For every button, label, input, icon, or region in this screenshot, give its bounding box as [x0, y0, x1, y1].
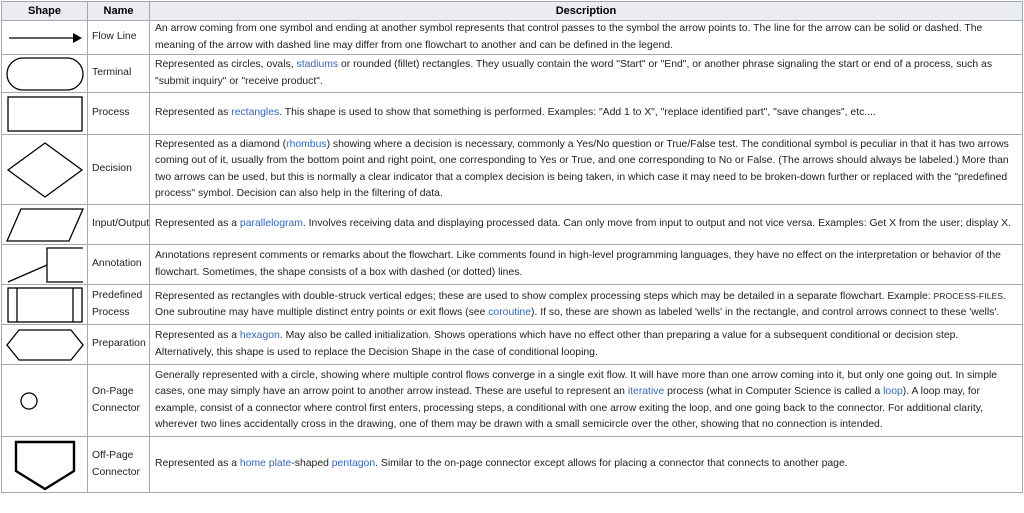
- flowchart-symbols-table: [1, 1, 1023, 493]
- shape-cell: [2, 55, 88, 93]
- description-text: . Similar to the on-page connector except allows for placing a connector that connects to another page.: [375, 458, 848, 470]
- symbol-name: Decision: [88, 135, 150, 205]
- description-text: Annotations represent comments or remarks about the flowchart. Like comments found in high-level programming languages, they have no effect on the interpretation or behavior of the flowchart. Sometimes, the shape consists of a box with dashed (or dotted) lines.: [155, 250, 1001, 278]
- symbol-description: [150, 21, 1023, 55]
- wiki-link[interactable]: pentagon: [331, 458, 376, 470]
- description-text: Represented as circles, ovals,: [155, 59, 297, 70]
- symbol-name: Preparation: [88, 325, 150, 365]
- table-row: [2, 365, 1023, 437]
- symbol-description: [150, 93, 1023, 135]
- description-text: . One subroutine may have multiple distinct entry points or exit flows (see: [155, 290, 1007, 318]
- wiki-link[interactable]: parallelogram: [239, 218, 303, 230]
- wiki-link[interactable]: loop: [883, 386, 903, 397]
- shape-cell: [2, 437, 88, 493]
- symbol-name: Process: [88, 93, 150, 135]
- symbol-name: On-Page Connector: [88, 365, 150, 437]
- wiki-link[interactable]: coroutine: [488, 307, 531, 318]
- shape-cell: [2, 93, 88, 135]
- table-row: [2, 21, 1023, 55]
- description-text: Represented as a: [155, 330, 240, 341]
- wiki-link[interactable]: iterative: [627, 386, 665, 397]
- wiki-link[interactable]: stadiums: [296, 59, 339, 70]
- header-name: Name: [88, 2, 150, 21]
- description-text: ). If so, these are shown as labeled 'wells' in the rectangle, and control arrows connect to these 'wells'.: [530, 307, 1000, 318]
- table-row: [2, 325, 1023, 365]
- rectangle-icon: [6, 95, 84, 133]
- shape-cell: [2, 285, 88, 325]
- wiki-link[interactable]: home plate: [239, 458, 292, 470]
- table-row: [2, 55, 1023, 93]
- shape-cell: [2, 365, 88, 437]
- wiki-link[interactable]: hexagon: [239, 330, 280, 341]
- symbol-description: [150, 55, 1023, 93]
- symbol-description: [150, 365, 1023, 437]
- shape-cell: [2, 245, 88, 285]
- description-text: . Involves receiving data and displaying processed data. Can only move from input to output and not vice versa. Examples: Get X from the user; display X.: [302, 218, 1011, 230]
- symbol-description: [150, 437, 1023, 493]
- table-row: [2, 437, 1023, 493]
- symbol-name: Flow Line: [88, 21, 150, 55]
- header-row: [2, 2, 1023, 21]
- arrow-icon: [6, 29, 84, 47]
- description-text: ). A loop may, for example, consist of a connector where control first enters, processing steps, a conditional with one arrow exiting the loop, and one going back to the connector. For additional clarity, wherever two lines accidentally cross in the drawing, one of them may be drawn with a small semicircle over the other, showing that no connection is intended.: [155, 386, 984, 430]
- description-text: Represented as a: [155, 218, 240, 230]
- annotation-icon: [5, 246, 85, 284]
- table-row: [2, 205, 1023, 245]
- symbol-description: [150, 285, 1023, 325]
- shape-cell: [2, 135, 88, 205]
- symbol-name: Predefined Process: [88, 285, 150, 325]
- description-text: An arrow coming from one symbol and ending at another symbol represents that control passes to the symbol the arrow points to. The line for the arrow can be solid or dashed. The meaning of the arrow with dashed line may differ from one flowchart to another and can be defined in the legend.: [155, 23, 983, 51]
- wiki-link[interactable]: rhombus: [286, 138, 327, 150]
- description-text: ) showing where a decision is necessary, commonly a Yes/No question or True/False test. The conditional symbol is peculiar in that it has two arrows coming out of it, usually from the bottom point and right point, one corresponding to Yes or True, and one corresponding to No or False. (The arrows should always be labeled.) More than two arrows can be used, but this is normally a clear indicator that a complex decision is being taken, in which case it may need to be broken-down further or replaced with the "predefined process" symbol. Decision can also help in the filtering of data.: [155, 138, 1009, 199]
- symbol-name: Annotation: [88, 245, 150, 285]
- diamond-icon: [5, 141, 85, 199]
- predefined-process-icon: [6, 286, 84, 324]
- description-text: process (what in Computer Science is called a: [664, 386, 884, 397]
- symbol-description: [150, 245, 1023, 285]
- small-caps-text: PROCESS-FILES: [933, 290, 1004, 301]
- header-description: Description: [150, 2, 1023, 21]
- description-text: Represented as: [155, 107, 232, 119]
- shape-cell: [2, 21, 88, 55]
- pentagon-icon: [5, 438, 85, 492]
- symbol-name: Off-Page Connector: [88, 437, 150, 493]
- shape-cell: [2, 325, 88, 365]
- symbol-description: [150, 205, 1023, 245]
- description-text: Generally represented with a circle, showing where multiple control flows converge in a single exit flow. It will have more than one arrow coming into it, but only one going out. In simple cases, one may simply have an arrow point to another arrow instead. These are useful to represent an: [155, 369, 998, 397]
- circle-icon: [5, 389, 85, 413]
- table-row: [2, 245, 1023, 285]
- symbol-description: [150, 325, 1023, 365]
- header-shape: Shape: [2, 2, 88, 21]
- stadium-icon: [5, 56, 85, 92]
- wiki-link[interactable]: rectangles: [231, 107, 280, 119]
- symbol-description: [150, 135, 1023, 205]
- description-text: Represented as rectangles with double-struck vertical edges; these are used to show complex processing steps which may be detailed in a separate flowchart. Example:: [155, 290, 934, 302]
- table-row: [2, 285, 1023, 325]
- symbol-name: Terminal: [88, 55, 150, 93]
- description-text: . This shape is used to show that something is performed. Examples: "Add 1 to X", "replace identified part", "save changes", etc....: [279, 107, 876, 119]
- description-text: Represented as a: [155, 458, 240, 470]
- description-text: -shaped: [291, 458, 332, 470]
- shape-cell: [2, 205, 88, 245]
- table-row: [2, 135, 1023, 205]
- hexagon-icon: [5, 328, 85, 362]
- description-text: or rounded (fillet) rectangles. They usually contain the word "Start" or "End", or another phrase signaling the start or end of a process, such as "submit inquiry" or "receive product".: [155, 59, 993, 87]
- description-text: . May also be called initialization. Shows operations which have no effect other than preparing a value for a subsequent conditional or decision step. Alternatively, this shape is used to replace the Decision Shape in the case of conditional looping.: [155, 330, 959, 358]
- description-text: Represented as a diamond (: [155, 138, 287, 150]
- symbol-name: Input/Output: [88, 205, 150, 245]
- parallelogram-icon: [5, 207, 85, 243]
- table-row: [2, 93, 1023, 135]
